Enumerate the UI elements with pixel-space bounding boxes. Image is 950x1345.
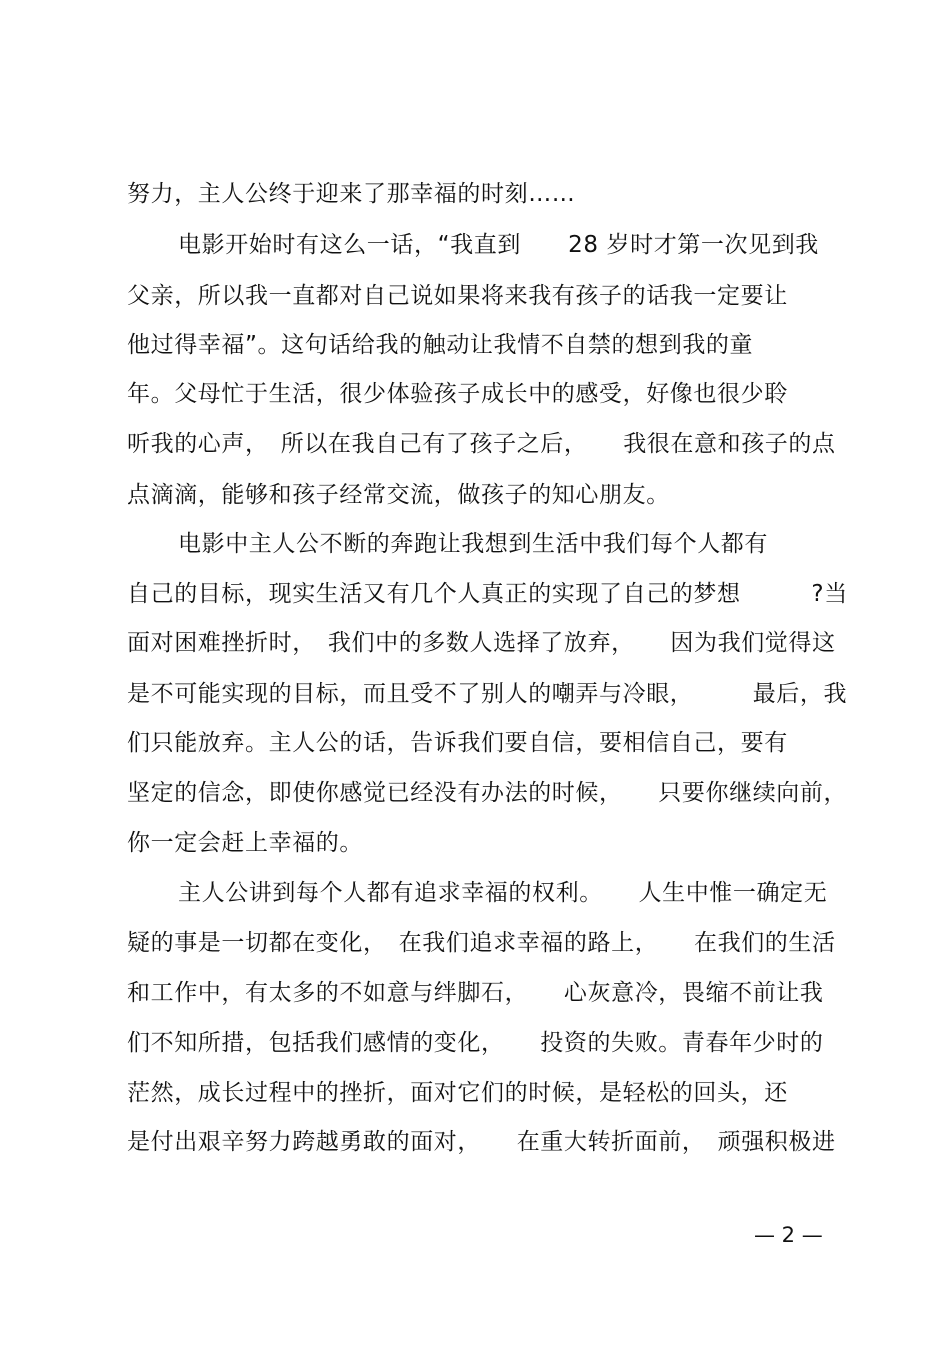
text-line: 疑的事是一切都在变化， 在我们追求幸福的路上， 在我们的生活 xyxy=(127,930,836,956)
text-line: 们只能放弃。主人公的话，告诉我们要自信，要相信自己，要有 xyxy=(127,730,788,756)
text-line: 们不知所措，包括我们感情的变化， 投资的失败。青春年少时的 xyxy=(127,1030,824,1056)
text-line: 坚定的信念，即使你感觉已经没有办法的时候， 只要你继续向前， xyxy=(127,780,848,806)
text-line: 电影中主人公不断的奔跑让我想到生活中我们每个人都有 xyxy=(178,531,768,557)
page-number: — 2 — xyxy=(754,1223,823,1247)
text-line: 他过得幸福”。这句话给我的触动让我情不自禁的想到我的童 xyxy=(127,332,754,358)
text-line: 你一定会赶上幸福的。 xyxy=(127,830,363,856)
text-line: 主人公讲到每个人都有追求幸福的权利。 人生中惟一确定无 xyxy=(178,880,828,906)
text-line: 听我的心声， 所以在我自己有了孩子之后， 我很在意和孩子的点 xyxy=(127,431,836,457)
text-line: 父亲，所以我一直都对自己说如果将来我有孩子的话我一定要让 xyxy=(127,283,788,309)
text-line: 茫然，成长过程中的挫折，面对它们的时候，是轻松的回头，还 xyxy=(127,1080,788,1106)
text-line: 努力，主人公终于迎来了那幸福的时刻…… xyxy=(127,181,576,207)
text-line: 是不可能实现的目标，而且受不了别人的嘲弄与冷眼， 最后，我 xyxy=(127,681,848,707)
text-line: 点滴滴，能够和孩子经常交流，做孩子的知心朋友。 xyxy=(127,482,670,508)
text-line: 和工作中，有太多的不如意与绊脚石， 心灰意冷，畏缩不前让我 xyxy=(127,980,824,1006)
text-line: 自己的目标，现实生活又有几个人真正的实现了自己的梦想 ?当 xyxy=(127,581,848,607)
text-line: 电影开始时有这么一话，“我直到 28 岁时才第一次见到我 xyxy=(178,232,819,258)
text-line: 年。父母忙于生活，很少体验孩子成长中的感受，好像也很少聆 xyxy=(127,381,788,407)
text-line: 是付出艰辛努力跨越勇敢的面对， 在重大转折面前， 顽强积极进 xyxy=(127,1129,836,1155)
text-line: 面对困难挫折时， 我们中的多数人选择了放弃， 因为我们觉得这 xyxy=(127,630,836,656)
